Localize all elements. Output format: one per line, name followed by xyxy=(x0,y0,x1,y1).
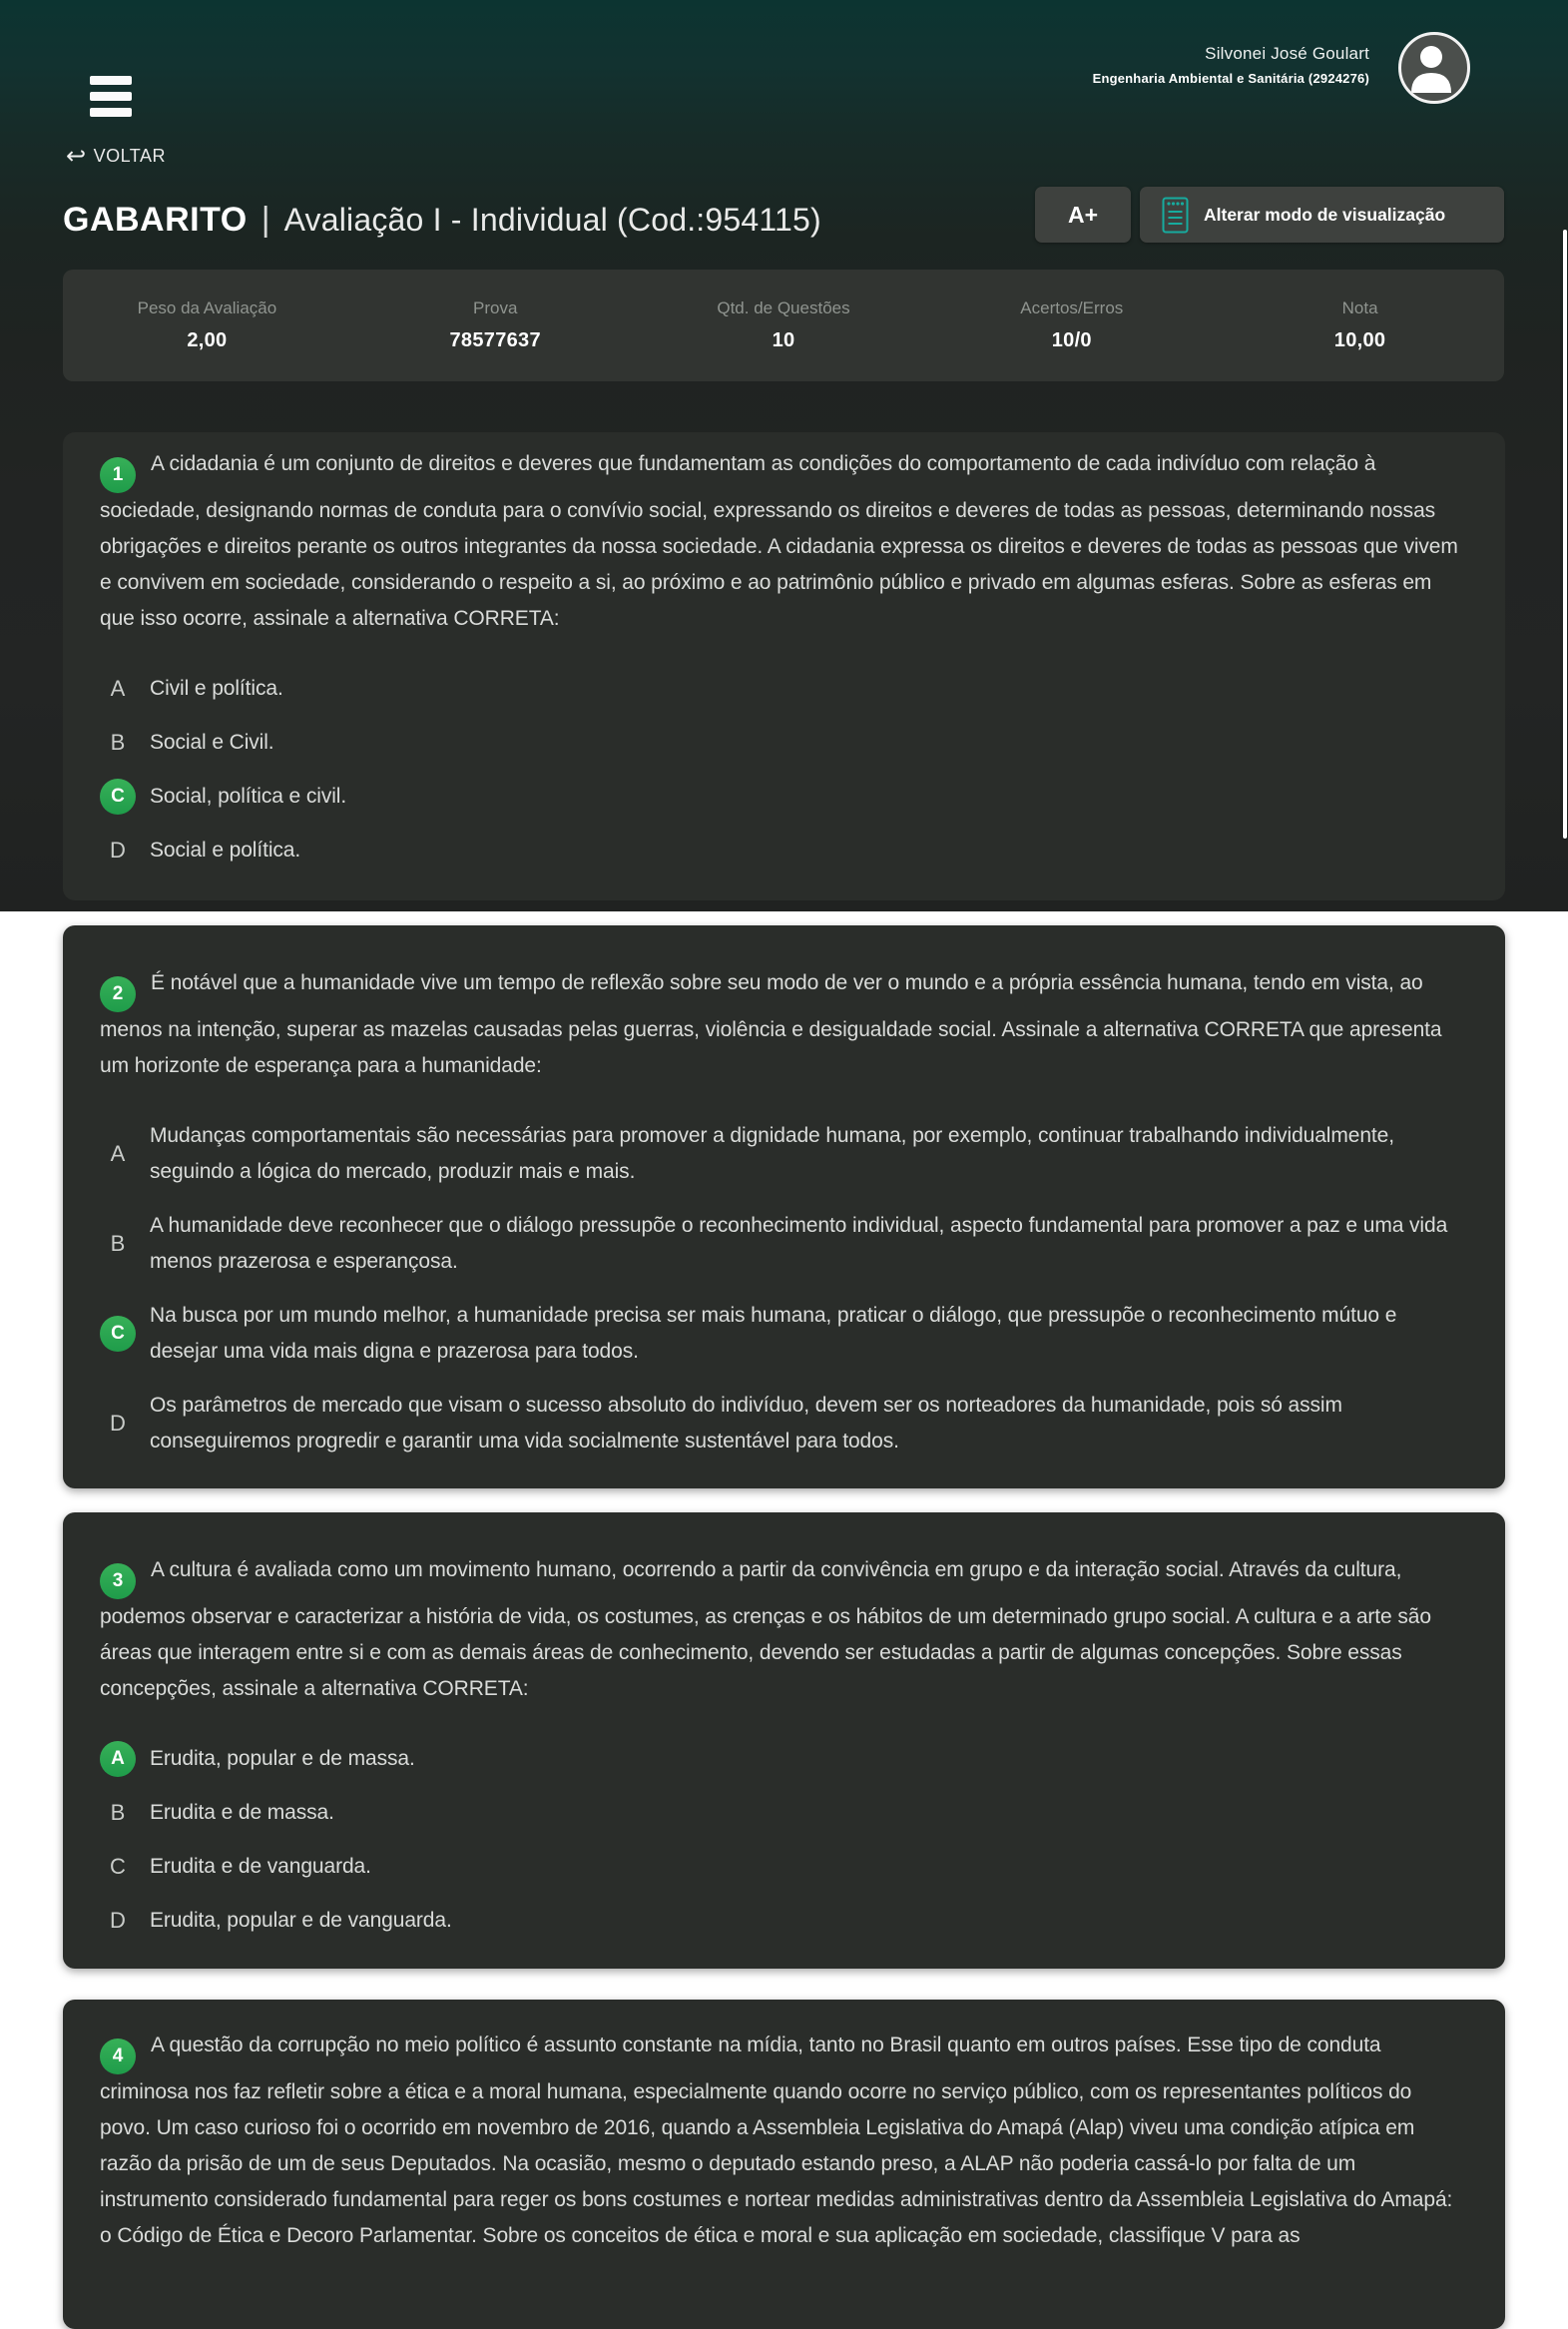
change-view-label: Alterar modo de visualização xyxy=(1204,204,1446,225)
question-card-3 xyxy=(63,1512,1505,1969)
header-section xyxy=(0,0,1568,911)
page-title xyxy=(63,192,821,248)
option-letter: D xyxy=(110,1411,126,1436)
option-row xyxy=(100,725,1465,761)
option-text: Social e política. xyxy=(150,839,301,862)
user-name: Silvonei José Goulart xyxy=(1205,44,1369,63)
font-increase-label: A+ xyxy=(1067,201,1099,228)
option-text: Mudanças comportamentais são necessárias para promover a dignidade humana, por exemplo, continuar trabalhando individualmente, seguindo a lógica do mercado, produzir mais e mais. xyxy=(150,1124,1394,1183)
option-text: Os parâmetros de mercado que visam o sucesso absoluto do indivíduo, devem ser os norteadores da humanidade, pois só assim conseguiremos progredir e garantir uma vida socialmente sustentável para todos. xyxy=(150,1394,1342,1453)
back-label: VOLTAR xyxy=(93,146,166,166)
question-card-2 xyxy=(63,925,1505,1488)
option-row xyxy=(100,1795,1465,1831)
option-row xyxy=(100,1298,1465,1370)
user-info xyxy=(1093,44,1369,86)
option-letter: A xyxy=(110,676,126,701)
font-increase-button[interactable] xyxy=(1035,187,1131,243)
stat-value: 2,00 xyxy=(187,329,228,351)
option-letter: B xyxy=(110,730,126,755)
stat-column xyxy=(1216,298,1504,352)
option-text: A humanidade deve reconhecer que o diálogo pressupõe o reconhecimento individual, aspecto fundamental para promover a paz e uma vida menos prazerosa e esperançosa. xyxy=(150,1214,1448,1273)
hamburger-menu-icon[interactable] xyxy=(90,76,132,124)
option-text: Social e Civil. xyxy=(150,731,274,754)
option-text: Erudita, popular e de vanguarda. xyxy=(150,1909,452,1932)
option-letter: B xyxy=(110,1231,126,1256)
question-number-badge: 2 xyxy=(100,976,136,1012)
option-text: Erudita e de vanguarda. xyxy=(150,1855,371,1878)
option-text: Na busca por um mundo melhor, a humanidade precisa ser mais humana, praticar o diálogo, que pressupõe o reconhecimento mútuo e desejar uma vida mais digna e prazerosa para todos. xyxy=(150,1304,1397,1363)
question-text: 1 A cidadania é um conjunto de direitos e deveres que fundamentam as condições do comportamento de cada indivíduo com relação à sociedade, designando normas de conduta para o convívio social, expressando os direitos e deveres de todas as pessoas, determinando nossas obrigações e direitos perante os outros integrantes da nossa sociedade. A cidadania expressa os direitos e deveres de todas as pessoas que vivem e convivem em sociedade, considerando o respeito a si, ao próximo e ao patrimônio público e privado em algumas esferas. Sobre as esferas em que isso ocorre, assinale a alternativa CORRETA: xyxy=(100,452,1458,630)
stat-label: Acertos/Erros xyxy=(1020,298,1124,317)
question-number-badge: 4 xyxy=(100,2038,136,2074)
hamburger-bar xyxy=(90,92,132,101)
option-row xyxy=(100,1208,1465,1280)
question-text: 2 É notável que a humanidade vive um tempo de reflexão sobre seu modo de ver o mundo e a própria essência humana, tendo em vista, ao menos na intenção, superar as mazelas causadas pelas guerras, violência e desigualdade social. Assinale a alternativa CORRETA que apresenta um horizonte de esperança para a humanidade: xyxy=(100,971,1442,1077)
stat-value: 10/0 xyxy=(1051,329,1092,351)
option-letter: A xyxy=(110,1141,126,1166)
option-text: Social, política e civil. xyxy=(150,785,347,808)
option-row xyxy=(100,833,1465,869)
stat-column xyxy=(927,298,1216,352)
option-letter: D xyxy=(110,1908,126,1933)
question-card-4 xyxy=(63,2000,1505,2329)
question-number-badge: 3 xyxy=(100,1563,136,1599)
stat-label: Peso da Avaliação xyxy=(137,298,277,317)
hamburger-bar xyxy=(90,76,132,85)
option-letter: C xyxy=(110,1854,126,1879)
title-evaluation: Avaliação I - Individual (Cod.:954115) xyxy=(283,201,821,238)
change-view-button[interactable] xyxy=(1140,187,1504,243)
option-row xyxy=(100,1388,1465,1459)
question-card-1 xyxy=(63,432,1505,900)
stat-label: Nota xyxy=(1341,298,1378,317)
options-list xyxy=(100,1741,1465,1939)
option-row xyxy=(100,1118,1465,1190)
option-text: Erudita, popular e de massa. xyxy=(150,1747,415,1770)
stat-column xyxy=(351,298,640,352)
document-view-icon xyxy=(1162,197,1189,234)
question-number-badge: 1 xyxy=(100,457,136,493)
option-row xyxy=(100,1741,1465,1777)
stat-column xyxy=(63,298,351,352)
question-text: 3 A cultura é avaliada como um movimento humano, ocorrendo a partir da convivência em grupo e da interação social. Através da cultura, podemos observar e caracterizar a história de vida, os costumes, as crenças e os hábitos de um determinado grupo social. A cultura e a arte são áreas que interagem entre si e com as demais áreas de conhecimento, devendo ser estudadas a partir de algumas concepções. Sobre essas concepções, assinale a alternativa CORRETA: xyxy=(100,1558,1431,1700)
back-button[interactable] xyxy=(66,142,166,170)
option-row xyxy=(100,1849,1465,1885)
title-gabarito: GABARITO xyxy=(63,200,248,239)
user-course: Engenharia Ambiental e Sanitária (2924276) xyxy=(1092,71,1369,86)
title-separator: | xyxy=(261,200,270,239)
option-row xyxy=(100,1903,1465,1939)
correct-answer-badge: C xyxy=(100,1316,136,1352)
stat-value: 10,00 xyxy=(1333,329,1386,351)
option-text: Civil e política. xyxy=(150,677,283,700)
stat-label: Qtd. de Questões xyxy=(717,298,850,317)
option-letter: D xyxy=(110,838,126,863)
options-list xyxy=(100,1118,1465,1459)
option-row xyxy=(100,779,1465,815)
stat-column xyxy=(640,298,928,352)
return-arrow-icon: ↩ xyxy=(66,142,87,170)
evaluation-stats-card xyxy=(63,270,1504,381)
hamburger-bar xyxy=(90,108,132,117)
stat-value: 10 xyxy=(772,329,795,351)
option-row xyxy=(100,671,1465,707)
user-avatar[interactable] xyxy=(1398,32,1470,104)
user-avatar-icon xyxy=(1401,35,1461,95)
correct-answer-badge: A xyxy=(100,1741,136,1777)
correct-answer-badge: C xyxy=(100,779,136,815)
stat-label: Prova xyxy=(472,298,518,317)
options-list xyxy=(100,671,1465,869)
option-letter: B xyxy=(110,1800,126,1825)
question-text: 4 A questão da corrupção no meio político é assunto constante na mídia, tanto no Brasil quanto em outros países. Esse tipo de conduta criminosa nos faz refletir sobre a ética e a moral humana, especialmente quando ocorre no serviço público, com os representantes políticos do povo. Um caso curioso foi o ocorrido em novembro de 2016, quando a Assembleia Legislativa do Amapá (Alap) viveu uma condição atípica em razão da prisão de um de seus Deputados. Na ocasião, mesmo o deputado estando preso, a ALAP não poderia cassá-lo por falta de um instrumento considerado fundamental para reger os bons costumes e nortear medidas administrativas dentro da Assembleia Legislativa do Amapá: o Código de Ética e Decoro Parlamentar. Sobre os conceitos de ética e moral e sua aplicação em sociedade, classifique V para as xyxy=(100,2034,1453,2247)
scrollbar-thumb[interactable] xyxy=(1563,230,1567,839)
option-text: Erudita e de massa. xyxy=(150,1801,334,1824)
stat-value: 78577637 xyxy=(449,329,541,351)
